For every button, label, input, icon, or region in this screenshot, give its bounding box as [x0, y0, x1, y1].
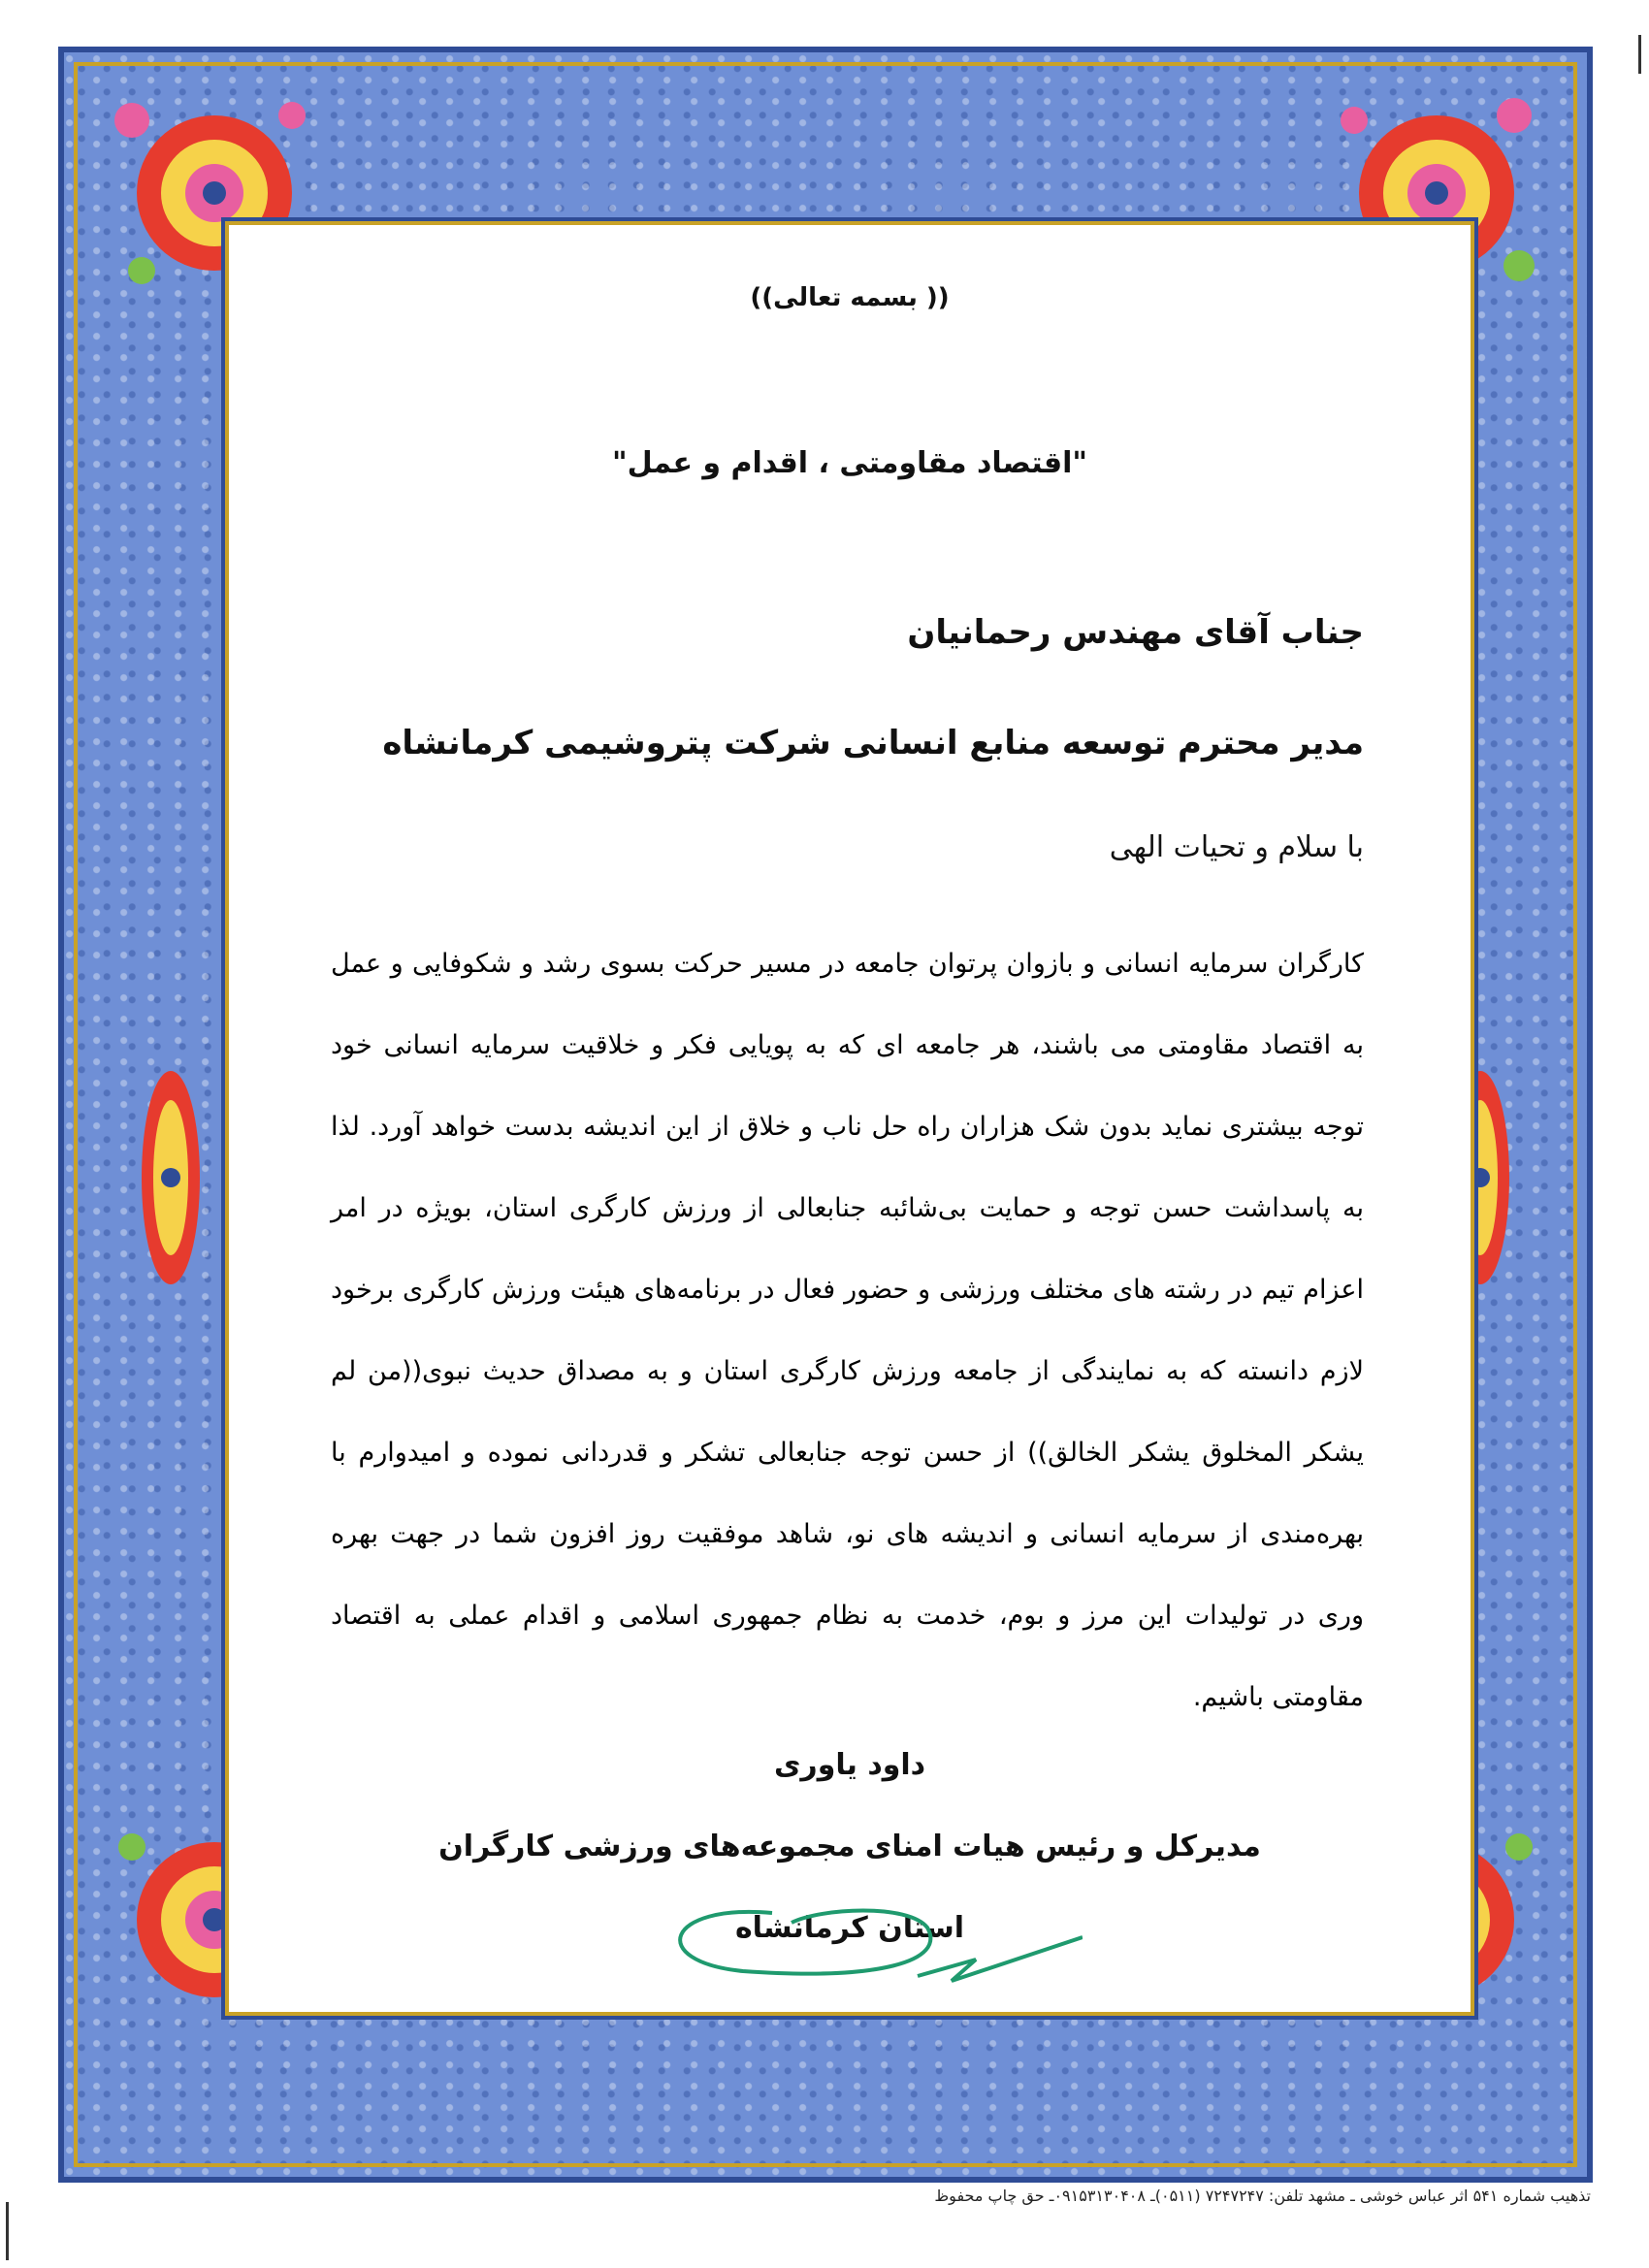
greeting: با سلام و تحیات الهی — [1109, 830, 1364, 864]
printer-footer-note: تذهیب شماره ۵۴۱ اثر عباس خوشی ـ مشهد تلفن: ۷۲۴۷۲۴۷ (۰۵۱۱)ـ ۰۹۱۵۳۱۳۰۴۰۸ـ حق چاپ محفوظ — [934, 2187, 1591, 2205]
slogan-heading: "اقتصاد مقاومتی ، اقدام و عمل" — [611, 446, 1088, 480]
letter-body-text: کارگران سرمایه انسانی و بازوان پرتوان جامعه در مسیر حرکت بسوی رشد و شکوفایی و عمل به اقتصاد مقاومتی می باشند، هر جامعه ای که به پویایی فکر و خلاقیت سرمایه انسانی خود توجه بیشتری نماید بدون شک هزاران راه حل ناب و خلاق از این اندیشه بدست خواهد آورد. لذا به پاسداشت حسن توجه و حمایت بی‌شائبه جنابعالی از ورزش کارگری استان، بویژه در امر اعزام تیم در رشته های مختلف ورزشی و حضور فعال در برنامه‌های هیئت ورزش کارگری برخود لازم دانسته که به نمایندگی از جامعه ورزش کارگری استان و به مصداق حدیث نبوی((من لم یشکر المخلوق یشکر الخالق)) از حسن توجه جنابعالی تشکر و قدردانی نموده و امیدوارم با بهره‌مندی از سرمایه انسانی و اندیشه های نو، شاهد موفقیت روز افزون شما در جهت بهره وری در تولیدات این مرز و بوم، خدمت به نظام جمهوری اسلامی و اقدام عملی به اقتصاد مقاومتی باشیم. — [331, 949, 1364, 1712]
scan-edge-mark — [6, 2202, 9, 2260]
scan-edge-mark — [1638, 35, 1641, 74]
recipient-title: مدیر محترم توسعه منابع انسانی شرکت پتروشیمی کرمانشاه — [382, 724, 1364, 762]
ornamental-border — [58, 47, 1593, 2183]
recipient-name: جناب آقای مهندس رحمانیان — [907, 613, 1364, 652]
basmala-heading: (( بسمه تعالی)) — [750, 283, 950, 312]
handwritten-signature — [627, 1884, 1083, 2000]
signer-title: مدیرکل و رئیس هیات امنای مجموعه‌های ورزشی کارگران — [438, 1830, 1261, 1863]
letter-body-panel — [229, 225, 1471, 2012]
signer-place: استان کرمانشاه — [734, 1911, 965, 1945]
signer-name: داود یاوری — [773, 1748, 926, 1782]
floral-side-ornament — [132, 1052, 210, 1304]
